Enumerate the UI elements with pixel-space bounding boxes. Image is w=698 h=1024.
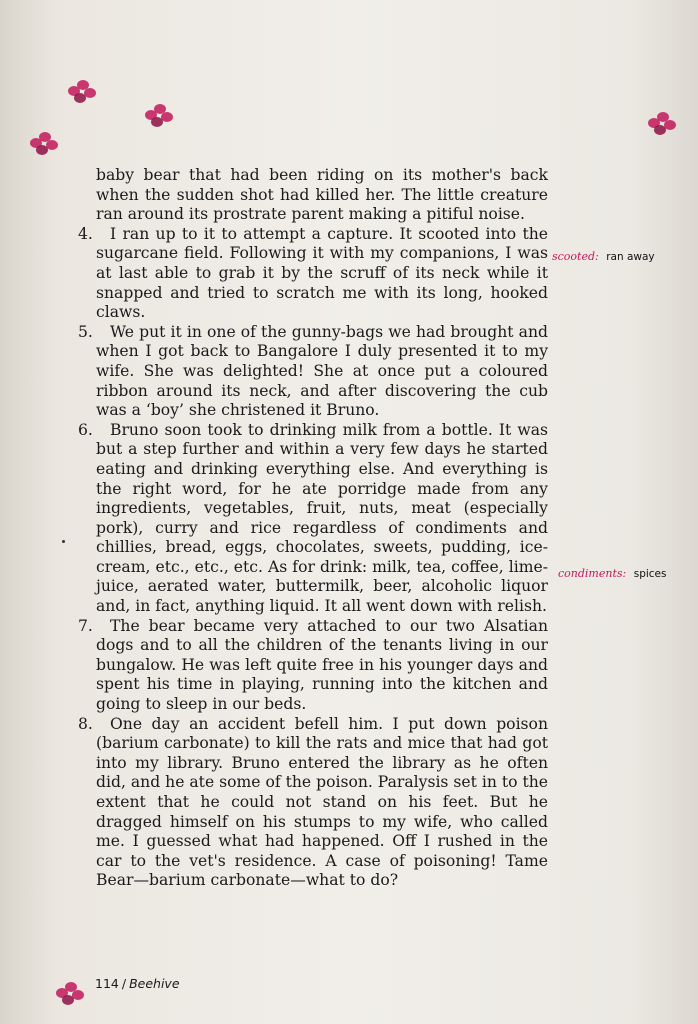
- flower-decoration-icon: [30, 132, 60, 158]
- glossary-condiments: [558, 567, 667, 580]
- body-text: [78, 166, 548, 891]
- paragraph-number: 6.: [78, 420, 93, 439]
- page-footer: [95, 976, 180, 991]
- paragraph-5: [78, 323, 548, 421]
- page-number: 114: [95, 976, 119, 991]
- paragraph-text: We put it in one of the gunny-bags we had brought and when I got back to Bangalore I duly presented it to my wife. She was delighted! She at once put a coloured ribbon around its neck, and after discovering the cub was a ‘boy’ she christened it Bruno.: [96, 322, 548, 420]
- glossary-term: condiments:: [558, 567, 627, 580]
- paragraph-text: Bruno soon took to drinking milk from a bottle. It was but a step further and within a very few days he started eating and drinking everything else. And everything is the right word, for he ate porridge made from any ingredients, vegetables, fruit, nuts, meat (especially pork), curry and rice regardless of condiments and chillies, bread, eggs, chocolates, sweets, pudding, ice-cream, etc., etc., etc. As for drink: milk, tea, coffee, lime-juice, aerated water, buttermilk, beer, alcoholic liquor and, in fact, anything liquid. It all went down with relish.: [96, 420, 548, 616]
- flower-decoration-icon: [56, 982, 86, 1008]
- paragraph-6: [78, 421, 548, 617]
- paragraph-number: 8.: [78, 714, 93, 733]
- paragraph-8: [78, 715, 548, 891]
- paragraph-4: [78, 225, 548, 323]
- glossary-definition: spices: [633, 568, 667, 580]
- paragraph-text: I ran up to it to attempt a capture. It scooted into the sugarcane field. Following it with my companions, I was at last able to grab it by the scruff of its neck while it snapped and tried to scratch me with its long, hooked claws.: [96, 224, 548, 322]
- glossary-term: scooted:: [552, 250, 599, 263]
- margin-dot: [62, 540, 65, 543]
- paragraph-text: baby bear that had been riding on its mother's back when the sudden shot had killed her. The little creature ran around its prostrate parent making a pitiful noise.: [96, 166, 548, 224]
- flower-decoration-icon: [68, 80, 98, 106]
- flower-decoration-icon: [648, 112, 678, 138]
- flower-decoration-icon: [145, 104, 175, 130]
- paragraph-number: 7.: [78, 616, 93, 635]
- paragraph-continued: [78, 166, 548, 225]
- paragraph-7: [78, 617, 548, 715]
- book-title: Beehive: [129, 976, 180, 991]
- glossary-scooted: [552, 250, 655, 263]
- glossary-definition: ran away: [606, 251, 655, 263]
- paragraph-text: The bear became very attached to our two Alsatian dogs and to all the children of the tenants living in our bungalow. He was left quite free in his younger days and spent his time in playing, running into the kitchen and going to sleep in our beds.: [96, 616, 548, 714]
- paragraph-text: One day an accident befell him. I put down poison (barium carbonate) to kill the rats and mice that had got into my library. Bruno entered the library as he often did, and he ate some of the poison. Paralysis set in to the extent that he could not stand on his feet. But he dragged himself on his stumps to my wife, who called me. I guessed what had happened. Off I rushed in the car to the vet's residence. A case of poisoning! Tame Bear—barium carbonate—what to do?: [96, 714, 548, 890]
- footer-separator: /: [121, 976, 127, 991]
- paragraph-number: 4.: [78, 224, 93, 243]
- paragraph-number: 5.: [78, 322, 93, 341]
